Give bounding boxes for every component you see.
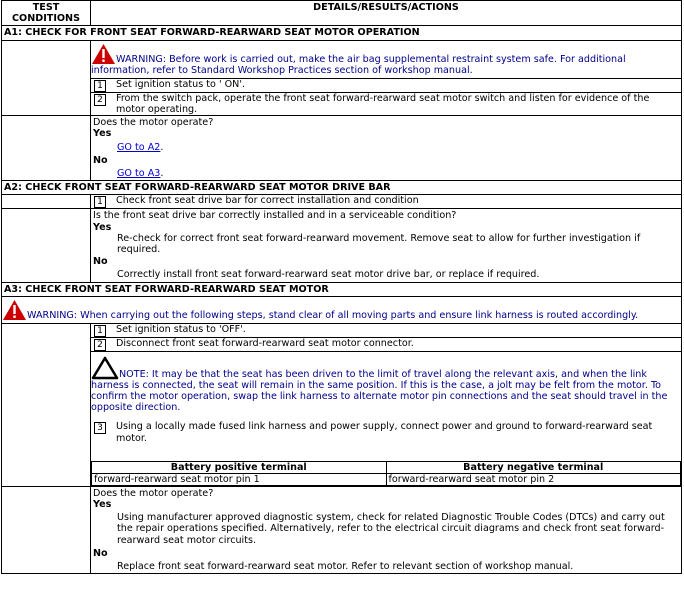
a3-warning-text: WARNING: When carrying out the following steps, stand clear of all moving parts and ensure link harness is routed accordingly. [27,309,639,321]
step-text: Check front seat drive bar for correct installation and condition [116,195,419,207]
note-triangle-icon [91,356,119,380]
a3-note [91,351,681,416]
a3-no-text: Replace front seat forward-rearward seat motor. Refer to relevant section of workshop manual. [117,561,574,573]
a2-result-row [2,209,682,282]
a1-step-2 [91,92,681,115]
section-a3-title: A3: CHECK FRONT SEAT FORWARD-REARWARD SEAT MOTOR [2,282,682,296]
terminal-table-row [92,473,681,485]
a2-result-conditions [2,209,91,282]
a2-result [91,209,682,282]
a3-yes-text: Using manufacturer approved diagnostic system, check for related Diagnostic Trouble Codes (DTCs) and carry out the repair operations specified. Alternatively, refer to the electrical circuit diagrams and check front seat forward-rearward seat motor circuits. [117,512,665,546]
section-a2-title: A2: CHECK FRONT SEAT FORWARD-REARWARD SEAT MOTOR DRIVE BAR [2,181,682,195]
step-text: Disconnect front seat forward-rearward seat motor connector. [116,337,414,349]
a1-result [91,116,682,181]
a1-result-conditions [2,116,91,181]
step-number: 1 [94,196,106,208]
warning-triangle-icon [91,43,116,65]
table-header [2,1,682,26]
step-number: 2 [94,94,106,106]
warning-triangle-icon [2,299,27,321]
step-number: 1 [94,325,106,337]
go-to-a3-link[interactable]: GO to A3 [117,168,161,180]
go-to-a2-link[interactable]: GO to A2 [117,141,161,153]
a1-test-conditions [2,40,91,116]
a3-steps-row [2,323,682,486]
a3-note-text: NOTE: It may be that the seat has been driven to the limit of travel along the relevant axis, and when the link harness is connected, the seat will remain in the same position. If this is the case, a jolt may be felt from the motor. To confirm the motor operation, swap the link harness to alternate motor pin connections and the seat should travel in the opposite direction. [91,368,668,414]
a1-warning-text: WARNING: Before work is carried out, make the air bag supplemental restraint system safe. For additional information, refer to Standard Workshop Practices section of workshop manual. [91,53,626,76]
a3-result-row [2,486,682,573]
step-number: 3 [94,422,106,434]
a1-question: Does the motor operate? [93,117,214,129]
a1-result-row [2,116,682,181]
a3-step-3 [91,421,681,443]
a1-details [91,40,682,116]
a2-details [91,195,682,209]
a3-test-conditions [2,323,91,486]
a3-step-1 [91,324,681,337]
a3-warning [2,296,682,323]
a3-result-conditions [2,486,91,573]
negative-terminal-header: Battery negative terminal [386,461,681,473]
a1-steps-row [2,40,682,116]
step-text: Using a locally made fused link harness and power supply, connect power and ground to forward-rearward seat motor. [116,421,653,444]
a1-no-label: No [93,154,108,166]
a2-test-conditions [2,195,91,209]
positive-terminal-header: Battery positive terminal [92,461,387,473]
a1-warning [91,41,681,78]
a3-warning-row [2,296,682,323]
a2-steps-row [2,195,682,209]
step-text: From the switch pack, operate the front seat forward-rearward seat motor switch and listen for evidence of the motor operating. [116,92,650,116]
terminal-table-header [92,461,681,473]
negative-terminal-value: forward-rearward seat motor pin 2 [386,473,681,485]
section-a1-title: A1: CHECK FOR FRONT SEAT FORWARD-REARWARD SEAT MOTOR OPERATION [2,26,682,40]
header-test-conditions: TEST CONDITIONS [2,1,91,26]
section-a2-row [2,181,682,195]
section-a3-row [2,282,682,296]
a3-details [91,323,682,486]
a3-yes-label: Yes [93,499,112,511]
header-details: DETAILS/RESULTS/ACTIONS [91,1,682,26]
step-text: Set ignition status to ' ON'. [116,78,246,90]
section-a1-row [2,26,682,40]
a2-no-text: Correctly install front seat forward-rearward seat motor drive bar, or replace if required. [117,269,540,281]
a1-yes-action: GO to A2. [117,141,164,153]
a1-step-1 [91,78,681,92]
a3-result [91,486,682,573]
a1-no-action: GO to A3. [117,168,164,180]
a2-yes-label: Yes [93,221,112,233]
a3-question: Does the motor operate? [93,487,214,499]
step-text: Set ignition status to 'OFF'. [116,323,246,335]
a3-step-2 [91,337,681,351]
positive-terminal-value: forward-rearward seat motor pin 1 [92,473,387,485]
a1-yes-label: Yes [93,128,112,140]
a2-question: Is the front seat drive bar correctly installed and in a serviceable condition? [93,210,457,222]
terminal-table [91,461,681,486]
a2-no-label: No [93,256,108,268]
a2-yes-text: Re-check for correct front seat forward-rearward movement. Remove seat to allow for further investigation if required. [117,232,641,256]
diagnostic-table [1,0,682,574]
step-number: 1 [94,80,106,92]
a2-step-1 [91,195,681,208]
step-number: 2 [94,339,106,351]
a3-no-label: No [93,547,108,559]
